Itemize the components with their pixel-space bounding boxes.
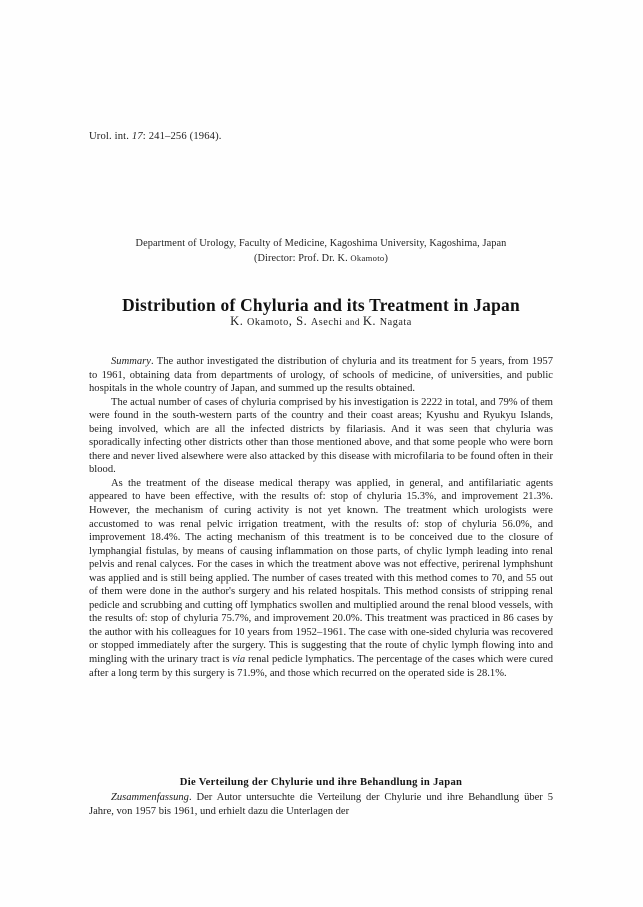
affiliation-line: Department of Urology, Faculty of Medicine, Kagoshima University, Kagoshima, Japan bbox=[135, 238, 507, 249]
author-3-surname: Nagata bbox=[379, 317, 412, 328]
summary-paragraph-2: The actual number of cases of chyluria comprised by his investigation is 2222 in total, and 79% of them were found in the south-western parts of the country and their coast areas; Kyushu and Ryukyu Islands, being involved, which are all the infected districts by filariasis. And it was seen that chyluria was sporadically infecting other districts other than those mentioned above, and that some people who were born there and never lived alsewhere were also attacked by this disease with microfilaria to be found often in their blood. bbox=[89, 396, 553, 476]
german-title: Die Verteilung der Chylurie und ihre Behandlung in Japan bbox=[179, 776, 463, 788]
citation-journal: Urol. int. bbox=[89, 131, 130, 142]
german-summary bbox=[89, 791, 553, 818]
summary-paragraph-3 bbox=[89, 477, 553, 680]
summary-paragraph-3-part-b: renal pedicle lymphatics. The percentage of the cases which were cured after a long term by this surgery is 71.9%, and those which recurred on the operated side is 28.1%. bbox=[89, 654, 553, 679]
author-1-surname: Okamoto bbox=[247, 317, 289, 328]
article-title: Distribution of Chyluria and its Treatment in Japan bbox=[122, 294, 520, 315]
author-list bbox=[89, 313, 553, 331]
german-paragraph-text: . Der Autor untersuchte die Verteilung der Chylurie und ihre Behandlung über 5 Jahre, von 1957 bis 1961, und erhielt dazu die Unterlagen der bbox=[89, 792, 553, 817]
summary-paragraph-1 bbox=[89, 355, 553, 396]
affiliation-block bbox=[89, 236, 553, 266]
citation-volume: 17 bbox=[131, 131, 143, 142]
director-name: Okamoto bbox=[350, 253, 385, 263]
director-line bbox=[89, 251, 553, 266]
zusammenfassung-label: Zusammenfassung bbox=[111, 792, 189, 803]
citation-pages: 241–256 bbox=[148, 131, 187, 142]
citation-colon: : bbox=[142, 131, 146, 142]
director-prefix: (Director: Prof. Dr. K. bbox=[253, 253, 351, 264]
author-separator-1: , bbox=[288, 314, 297, 328]
summary-paragraph-3-italic: via bbox=[232, 654, 246, 666]
summary-paragraph-1-text: . The author investigated the distribution of chyluria and its treatment for 5 years, from 1957 to 1961, obtaining data from departments of urology, of schools of medicine, of universities, and public hospitals in the whole country of Japan, and summed up the results obtained. bbox=[89, 356, 553, 395]
author-3-initial: K. bbox=[362, 314, 380, 328]
citation-year: (1964). bbox=[189, 131, 222, 142]
summary-label: Summary bbox=[111, 356, 151, 367]
author-2-surname: Asechi bbox=[310, 317, 343, 328]
author-conjunction: and bbox=[342, 317, 363, 327]
english-summary bbox=[89, 355, 553, 680]
journal-citation bbox=[89, 130, 553, 144]
german-paragraph bbox=[89, 791, 553, 818]
author-1-initial: K. bbox=[230, 314, 247, 328]
director-suffix: ) bbox=[384, 253, 389, 264]
summary-paragraph-3-part-a: As the treatment of the disease medical therapy was applied, in general, and antifilariatic agents appeared to have been effective, with the results of: stop of chyluria 15.3%, and improvement 21.3%. However, the mechanism of curing activity is not yet known. The treatment which urologists were accustomed to was renal pelvic irrigation treatment, with the results of: stop of chyluria 56.0%, and improvement 18.4%. The acting mechanism of this treatment is to be conceived due to the closure of lymphangial fistulas, by means of causing inflammation on those parts, of chylic lymph leading into renal pelvis and renal calyces. For the cases in which the treatment above was not effective, perirenal lymphshunt was applied and is still being applied. The number of cases treated with this method comes to 70, and 55 out of them were done in the author's surgery and his related hospitals. This method consists of stripping renal pedicle and scrubbing and cutting off lymphatics swollen and multiplied around the renal blood vessels, with the results of: stop of chyluria 75.7%, and improvement 20.0%. This treatment was practiced in 86 cases by the author with his colleagues for 10 years from 1952–1961. The case with one-sided chyluria was recovered or stopped immediately after the surgery. This is suggesting that the route of chylic lymph flowing into and mingling with the urinary tract is bbox=[89, 477, 553, 666]
author-2-initial: S. bbox=[296, 314, 311, 328]
